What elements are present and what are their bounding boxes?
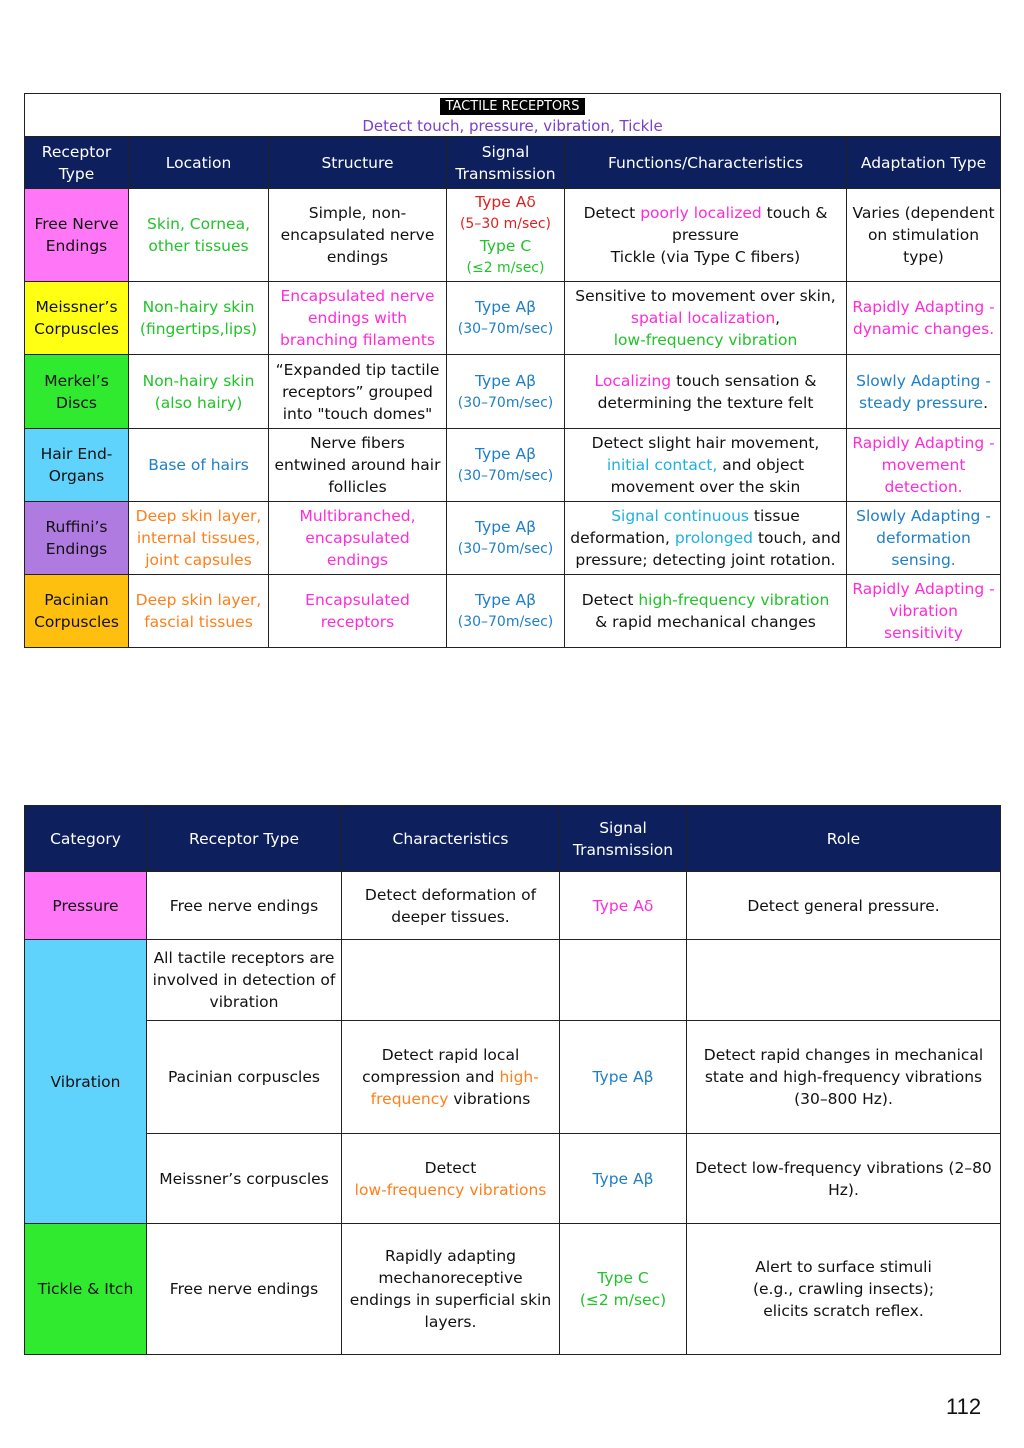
structure-cell: Multibranched, encapsulated endings	[269, 502, 447, 575]
function-highlight: prolonged	[674, 529, 754, 547]
receptor-cell: Meissner’s corpuscles	[147, 1134, 342, 1224]
function-text: touch & pressure	[672, 204, 828, 244]
receptor-category-table	[24, 805, 1001, 1355]
signal-cell: Type Aβ	[560, 1134, 687, 1224]
structure-cell: Encapsulated receptors	[269, 575, 447, 648]
function-text: ,	[775, 309, 781, 327]
receptor-type-cell: Hair End-Organs	[25, 429, 129, 502]
signal-type: Type Aβ	[474, 371, 537, 390]
signal-cell	[447, 502, 565, 575]
location-cell: Non-hairy skin (also hairy)	[129, 355, 269, 429]
function-text: tissue deformation,	[570, 507, 800, 547]
header-location: Location	[129, 137, 269, 189]
header-adaptation-type: Adaptation Type	[847, 137, 1001, 189]
signal-speed: (30–70m/sec)	[457, 394, 554, 411]
signal-type: Type Aβ	[474, 298, 537, 316]
signal-cell	[560, 1224, 687, 1355]
table-subtitle: Detect touch, pressure, vibration, Tickle	[362, 117, 663, 135]
characteristics-text: Detect rapid local compression and	[362, 1046, 520, 1086]
signal-cell: Type Aδ	[560, 872, 687, 940]
signal-cell	[560, 940, 687, 1021]
location-cell: Deep skin layer, internal tissues, joint capsules	[129, 502, 269, 575]
header-category: Category	[25, 806, 147, 872]
function-text: Sensitive to movement over skin,	[575, 287, 836, 305]
function-text: touch, and pressure; detecting joint rotation.	[575, 529, 841, 569]
signal-cell	[447, 282, 565, 355]
structure-cell: Nerve fibers entwined around hair follicles	[269, 429, 447, 502]
function-cell	[565, 575, 847, 648]
function-highlight: initial contact,	[606, 456, 718, 474]
signal-cell	[447, 189, 565, 282]
adaptation-cell: Slowly Adapting - deformation sensing.	[847, 502, 1001, 575]
signal-cell: Type Aβ	[560, 1021, 687, 1134]
signal-cell	[447, 429, 565, 502]
header-characteristics: Characteristics	[342, 806, 560, 872]
table-row	[25, 872, 1001, 940]
signal-speed: (30–70m/sec)	[457, 541, 554, 557]
category-cell: Tickle & Itch	[25, 1224, 147, 1355]
function-text: touch sensation & determining the texture felt	[597, 371, 817, 412]
header-signal-transmission: Signal Transmission	[447, 137, 565, 189]
function-text: Detect slight hair movement,	[591, 434, 820, 452]
table-row	[25, 502, 1001, 575]
tactile-receptors-table	[24, 93, 1001, 648]
adaptation-cell: Rapidly Adapting - movement detection.	[847, 429, 1001, 502]
function-text: & rapid mechanical changes	[595, 613, 816, 631]
receptor-cell: Free nerve endings	[147, 872, 342, 940]
adaptation-text: .	[983, 393, 989, 412]
table-row	[25, 1224, 1001, 1355]
function-text: and object movement over the skin	[610, 456, 805, 496]
characteristics-highlight: low-frequency vibrations	[354, 1180, 547, 1199]
role-cell: Detect general pressure.	[687, 872, 1001, 940]
location-cell: Base of hairs	[129, 429, 269, 502]
signal-type: Type C	[597, 1269, 649, 1287]
signal-type: Type Aδ	[475, 193, 536, 211]
role-text: Alert to surface stimuli	[755, 1258, 932, 1276]
function-text: Detect	[583, 204, 641, 222]
table-row	[25, 1134, 1001, 1224]
table-caption	[25, 94, 1001, 137]
role-cell	[687, 1224, 1001, 1355]
table-row	[25, 1021, 1001, 1134]
adaptation-text: Slowly Adapting - steady pressure	[856, 371, 991, 412]
characteristics-text: vibrations	[448, 1090, 531, 1108]
category-cell: Pressure	[25, 872, 147, 940]
table-row	[25, 189, 1001, 282]
signal-speed: (≤2 m/sec)	[579, 1291, 667, 1309]
function-highlight: poorly localized	[640, 204, 762, 222]
characteristics-cell: Rapidly adapting mechanoreceptive endings in superficial skin layers.	[342, 1224, 560, 1355]
category-cell: Vibration	[25, 940, 147, 1224]
role-cell	[687, 940, 1001, 1021]
function-cell	[565, 429, 847, 502]
signal-type: Type Aβ	[474, 518, 537, 536]
characteristics-cell	[342, 1021, 560, 1134]
function-highlight: spatial localization	[630, 309, 776, 327]
characteristics-highlight: high-frequency	[370, 1068, 539, 1108]
location-cell: Skin, Cornea, other tissues	[129, 189, 269, 282]
table-row	[25, 355, 1001, 429]
adaptation-cell: Rapidly Adapting - vibration sensitivity	[847, 575, 1001, 648]
characteristics-cell	[342, 1134, 560, 1224]
header-structure: Structure	[269, 137, 447, 189]
structure-cell: Encapsulated nerve endings with branching filaments	[269, 282, 447, 355]
header-functions: Functions/Characteristics	[565, 137, 847, 189]
function-highlight: high-frequency vibration	[638, 591, 830, 609]
characteristics-cell	[342, 940, 560, 1021]
receptor-type-cell: Ruffini’s Endings	[25, 502, 129, 575]
signal-type: Type C	[479, 237, 532, 255]
signal-type: Type Aβ	[474, 591, 537, 609]
signal-cell	[447, 575, 565, 648]
signal-speed: (30–70m/sec)	[457, 321, 554, 337]
header-role: Role	[687, 806, 1001, 872]
table-row	[25, 940, 1001, 1021]
header-signal-transmission: Signal Transmission	[560, 806, 687, 872]
role-text: (e.g., crawling insects);	[752, 1280, 935, 1298]
receptor-type-cell: Pacinian Corpuscles	[25, 575, 129, 648]
receptor-type-cell: Free Nerve Endings	[25, 189, 129, 282]
receptor-cell: Pacinian corpuscles	[147, 1021, 342, 1134]
location-cell: Deep skin layer, fascial tissues	[129, 575, 269, 648]
signal-cell	[447, 355, 565, 429]
function-highlight: low-frequency vibration	[613, 331, 798, 349]
function-text: Detect	[581, 591, 639, 609]
table-title: TACTILE RECEPTORS	[440, 98, 586, 115]
receptor-cell: Free nerve endings	[147, 1224, 342, 1355]
function-cell	[565, 189, 847, 282]
signal-speed: (30–70m/sec)	[457, 468, 554, 484]
function-cell	[565, 282, 847, 355]
signal-speed: (≤2 m/sec)	[466, 260, 545, 276]
role-cell: Detect rapid changes in mechanical state and high-frequency vibrations (30–800 Hz).	[687, 1021, 1001, 1134]
table-row	[25, 429, 1001, 502]
header-receptor-type: Receptor Type	[25, 137, 129, 189]
page-number: 112	[946, 1394, 982, 1419]
characteristics-cell: Detect deformation of deeper tissues.	[342, 872, 560, 940]
receptor-type-cell: Merkel’s Discs	[25, 355, 129, 429]
role-text: elicits scratch reflex.	[763, 1302, 924, 1320]
location-cell: Non-hairy skin (fingertips,lips)	[129, 282, 269, 355]
adaptation-cell: Varies (dependent on stimulation type)	[847, 189, 1001, 282]
receptor-cell: All tactile receptors are involved in detection of vibration	[147, 940, 342, 1021]
function-cell	[565, 502, 847, 575]
table-row	[25, 575, 1001, 648]
signal-speed: (5–30 m/sec)	[459, 216, 552, 232]
function-highlight: Signal continuous	[611, 507, 749, 525]
adaptation-cell	[847, 355, 1001, 429]
table-row	[25, 282, 1001, 355]
function-cell	[565, 355, 847, 429]
structure-cell: Simple, non-encapsulated nerve endings	[269, 189, 447, 282]
characteristics-text: Detect	[424, 1158, 477, 1177]
function-highlight: Localizing	[594, 371, 672, 390]
function-text: Tickle (via Type C fibers)	[610, 248, 801, 266]
header-receptor-type: Receptor Type	[147, 806, 342, 872]
role-cell: Detect low-frequency vibrations (2–80 Hz).	[687, 1134, 1001, 1224]
signal-type: Type Aβ	[474, 445, 537, 463]
adaptation-cell: Rapidly Adapting - dynamic changes.	[847, 282, 1001, 355]
receptor-type-cell: Meissner’s Corpuscles	[25, 282, 129, 355]
signal-speed: (30–70m/sec)	[457, 614, 554, 630]
structure-cell: “Expanded tip tactile receptors” grouped into "touch domes"	[269, 355, 447, 429]
